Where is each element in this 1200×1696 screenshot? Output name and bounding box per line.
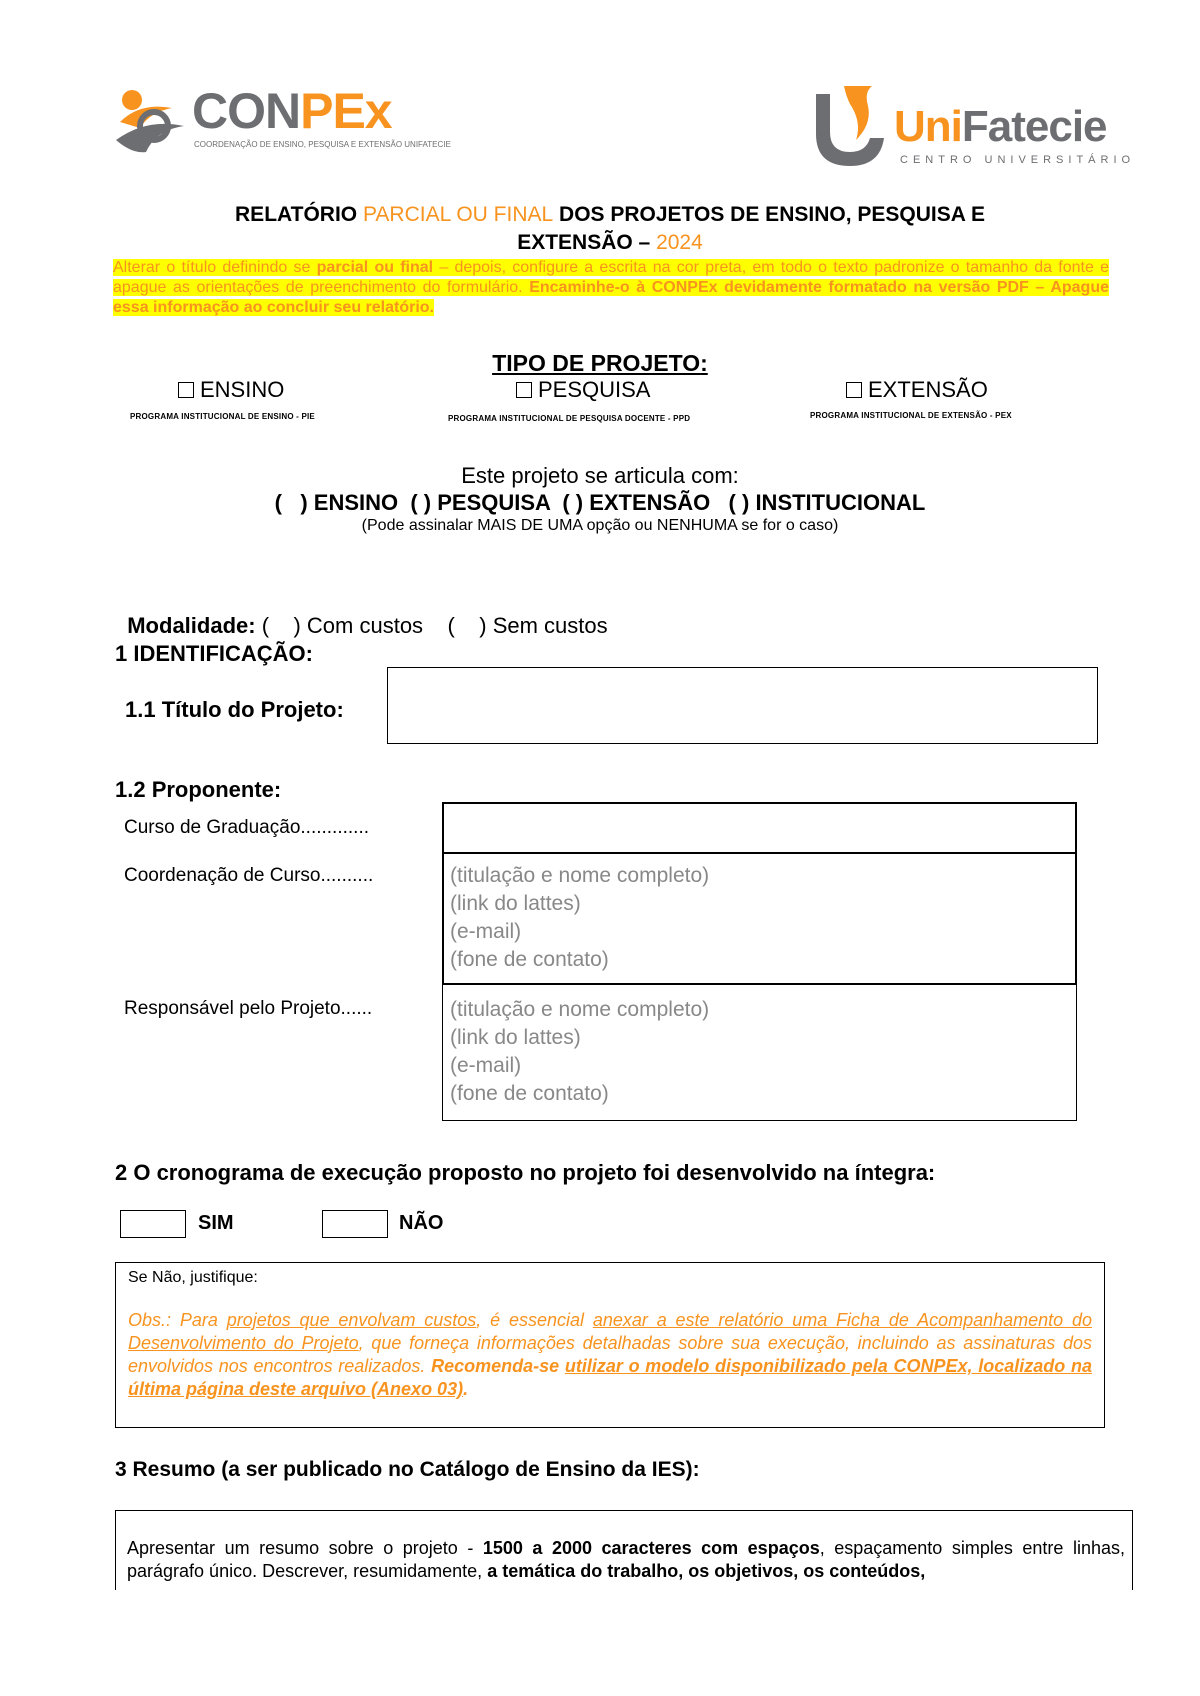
proponente-heading: 1.2 Proponente: xyxy=(115,777,282,802)
conpex-logo-subtitle: COORDENAÇÃO DE ENSINO, PESQUISA E EXTENSÃO UNIFATECIE xyxy=(194,140,451,149)
resumo-box[interactable] xyxy=(115,1510,1133,1590)
placeholder-fone: (fone de contato) xyxy=(450,948,609,971)
coordenacao-curso-input[interactable] xyxy=(442,852,1078,984)
curso-graduacao-label: Curso de Graduação............. xyxy=(124,817,370,838)
unifatecie-emblem-icon xyxy=(810,82,890,172)
responsavel-projeto-input[interactable] xyxy=(442,986,1078,1118)
placeholder-titulacao: (titulação e nome completo) xyxy=(450,864,710,887)
instructions-note: Alterar o título definindo se parcial ou final – depois, configure a escrita na cor preta, em todo o texto padronize o tamanho da fonte e apague as orientações de preenchimento do formulário. Encaminhe-o à CONPEx devidamente formatado na versão PDF – Apague essa informação ao concluir seu relatório. xyxy=(113,259,1110,316)
placeholder-lattes: (link do lattes) xyxy=(450,892,581,915)
tipo-extensao-sub: PROGRAMA INSTITUCIONAL DE EXTENSÃO - PEX xyxy=(810,411,1012,420)
pesquisa-checkbox[interactable] xyxy=(516,382,532,398)
placeholder-lattes: (link do lattes) xyxy=(450,1026,581,1049)
responsavel-projeto-label: Responsável pelo Projeto...... xyxy=(124,998,373,1019)
modalidade-row[interactable]: Modalidade: ( ) Com custos ( ) Sem custos xyxy=(127,613,608,638)
articulacao-note: (Pode assinalar MAIS DE UMA opção ou NENHUMA se for o caso) xyxy=(361,517,839,534)
placeholder-email: (e-mail) xyxy=(450,920,522,943)
resumo-heading: 3 Resumo (a ser publicado no Catálogo de Ensino da IES): xyxy=(115,1458,700,1481)
conpex-logo-text: CONPEx xyxy=(192,83,392,139)
tipo-ensino-option[interactable]: ENSINO xyxy=(178,377,284,403)
sim-label: SIM xyxy=(198,1212,234,1234)
unifatecie-logo-subtitle: CENTRO UNIVERSITÁRIO xyxy=(900,154,1136,166)
tipo-projeto-heading: TIPO DE PROJETO: xyxy=(492,350,708,376)
curso-graduacao-input[interactable] xyxy=(444,805,1074,850)
sim-checkbox[interactable] xyxy=(120,1210,186,1238)
conpex-emblem-icon xyxy=(110,82,190,162)
justificativa-obs: Obs.: Para projetos que envolvam custos, é essencial anexar a este relatório uma Ficha de Acompanhamento do Desenvolvimento do Projeto, que forneça informações detalhadas sobre sua execução, incluindo as assinaturas dos envolvidos nos encontros realizados. Recomenda-se utilizar o modelo disponibilizado pela CONPEx, localizado na última página deste arquivo (Anexo 03). xyxy=(128,1310,1093,1399)
identificacao-heading: 1 IDENTIFICAÇÃO: xyxy=(115,641,313,666)
tipo-pesquisa-option[interactable]: PESQUISA xyxy=(516,377,650,403)
placeholder-titulacao: (titulação e nome completo) xyxy=(450,998,710,1021)
unifatecie-logo-text: UniFatecie xyxy=(894,102,1107,151)
tipo-extensao-option[interactable]: EXTENSÃO xyxy=(846,377,988,403)
placeholder-email: (e-mail) xyxy=(450,1054,522,1077)
nao-label: NÃO xyxy=(399,1212,444,1234)
coordenacao-curso-label: Coordenação de Curso.......... xyxy=(124,865,374,886)
articulacao-intro: Este projeto se articula com: xyxy=(461,463,739,488)
titulo-projeto-label: 1.1 Título do Projeto: xyxy=(125,697,344,722)
tipo-ensino-sub: PROGRAMA INSTITUCIONAL DE ENSINO - PIE xyxy=(130,412,315,421)
tipo-pesquisa-sub: PROGRAMA INSTITUCIONAL DE PESQUISA DOCENTE - PPD xyxy=(448,414,691,423)
unifatecie-logo xyxy=(810,82,1136,172)
justificativa-label: Se Não, justifique: xyxy=(128,1269,258,1286)
cronograma-heading: 2 O cronograma de execução proposto no projeto foi desenvolvido na íntegra: xyxy=(115,1160,936,1185)
resumo-instructions: Apresentar um resumo sobre o projeto - 1500 a 2000 caracteres com espaços, espaçamento simples entre linhas, parágrafo único. Descrever, resumidamente, a temática do trabalho, os objetivos, os conteúdos, xyxy=(127,1538,1125,1581)
document-title-line1: RELATÓRIO PARCIAL OU FINAL DOS PROJETOS DE ENSINO, PESQUISA E xyxy=(235,203,985,226)
articulacao-options[interactable]: ( ) ENSINO ( ) PESQUISA ( ) EXTENSÃO ( ) INSTITUCIONAL xyxy=(274,490,926,515)
ensino-checkbox[interactable] xyxy=(178,382,194,398)
justificativa-box[interactable] xyxy=(115,1262,1105,1428)
titulo-projeto-input[interactable] xyxy=(387,667,1098,744)
extensao-checkbox[interactable] xyxy=(846,382,862,398)
placeholder-fone: (fone de contato) xyxy=(450,1082,609,1105)
nao-checkbox[interactable] xyxy=(322,1210,388,1238)
conpex-logo xyxy=(110,82,451,162)
document-title-line2: EXTENSÃO – 2024 xyxy=(517,231,703,254)
